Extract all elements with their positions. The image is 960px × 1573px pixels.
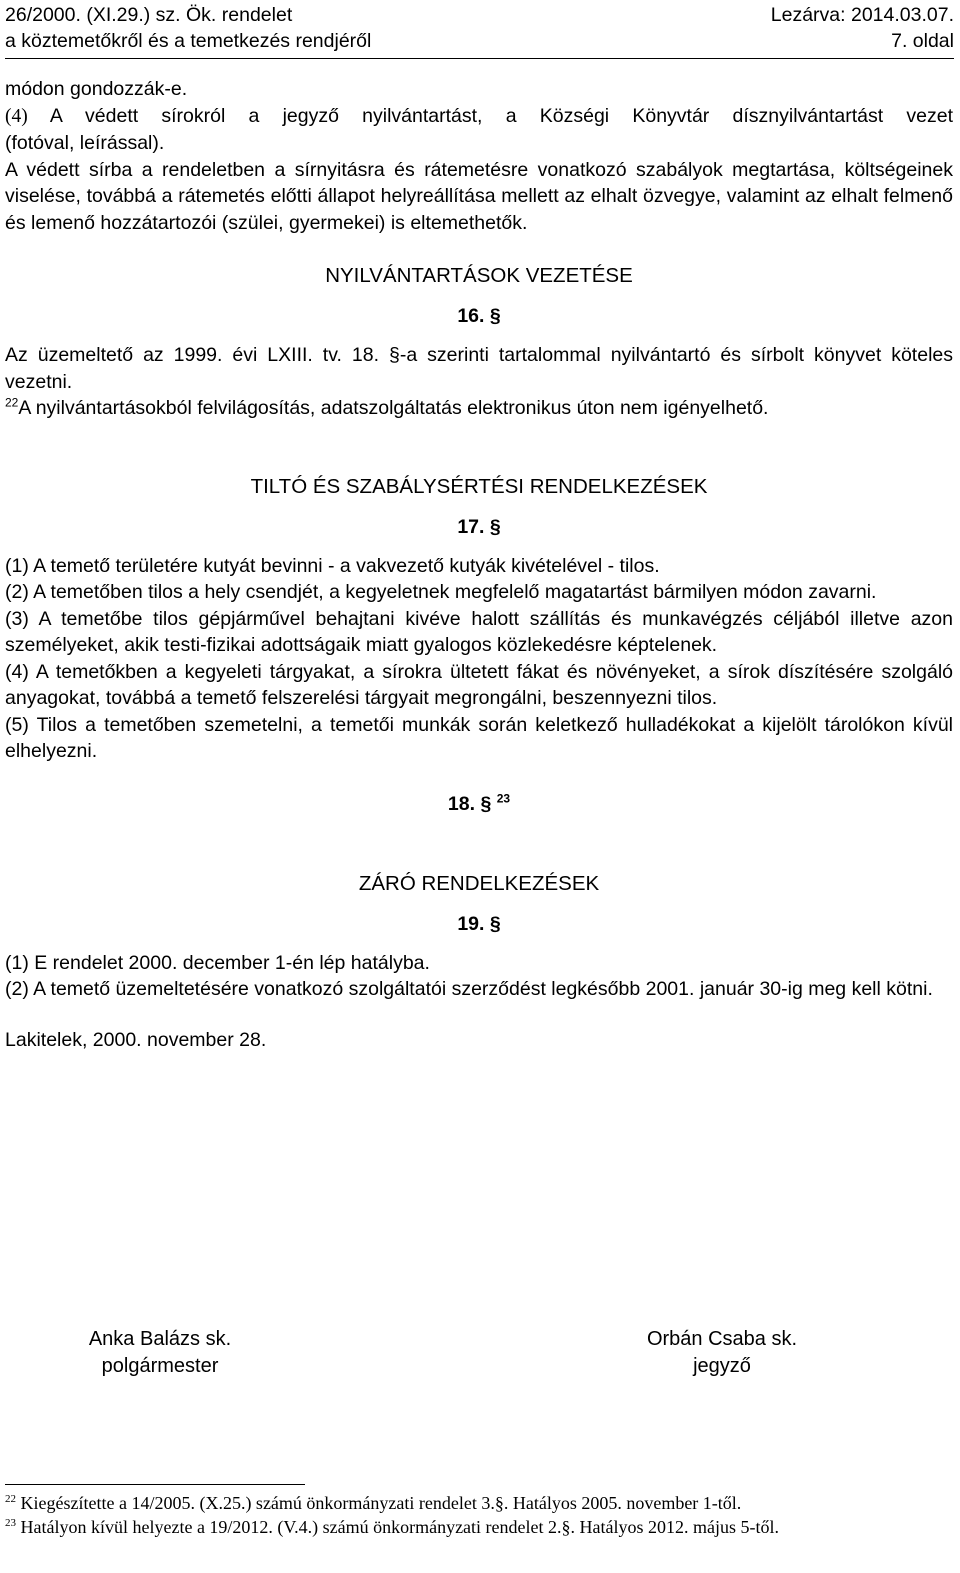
signature-mayor — [60, 1326, 260, 1380]
section-18 — [5, 791, 953, 818]
place-and-date: Lakitelek, 2000. november 28. — [5, 1028, 267, 1051]
paragraph-number: (4) — [5, 105, 28, 127]
paragraph-continuation: módon gondozzák-e. — [5, 78, 188, 100]
document-body — [5, 76, 953, 1053]
footnote-number: 23 — [5, 1516, 16, 1529]
signature-notary — [612, 1326, 832, 1380]
header-divider — [5, 58, 954, 59]
signature-title: polgármester — [101, 1355, 219, 1377]
footnote-text: Kiegészítette a 14/2005. (X.25.) számú önkormányzati rendelet 3.§. Hatályos 2005. november 1-től. — [16, 1493, 742, 1513]
signature-name: Anka Balázs sk. — [88, 1328, 232, 1350]
footnotes — [5, 1492, 955, 1539]
paragraph-text: A védett sírokról a jegyző nyilvántartást, a Községi Könyvtár dísznyilvántartást vezet — [27, 104, 953, 127]
section-16: 16. § — [457, 305, 501, 327]
paragraph-17-5: (5) Tilos a temetőben szemetelni, a temetői munkák során keletkező hulladékokat a kijelölt tárolókon kívül elhelyezni. — [5, 713, 953, 762]
paragraph-electronic-info — [5, 395, 953, 422]
heading-prohibitions: TILTÓ ÉS SZABÁLYSÉRTÉSI RENDELKEZÉSEK — [250, 474, 708, 498]
paragraph-protected-graves — [5, 103, 953, 131]
page-header-line1 — [5, 2, 954, 28]
page-header-line2 — [5, 28, 954, 54]
section-17: 17. § — [457, 515, 501, 538]
paragraph-17-2: (2) A temetőben tilos a hely csendjét, a kegyeletnek megfelelő magatartást bármilyen módon zavarni. — [5, 581, 877, 603]
section-19: 19. § — [457, 912, 501, 935]
footnote-divider — [5, 1484, 305, 1485]
footnote-text: Hatályon kívül helyezte a 19/2012. (V.4.) számú önkormányzati rendelet 2.§. Hatályos 2012. május 5-től. — [16, 1516, 779, 1537]
paragraph-operator-records: Az üzemeltető az 1999. évi LXIII. tv. 18. §-a szerinti tartalommal nyilvántartó és sírbolt könyvet köteles vezetni. — [5, 344, 953, 393]
section-18-label: 18. § — [447, 792, 492, 815]
signature-name: Orbán Csaba sk. — [646, 1328, 798, 1350]
footnote-ref-22[interactable]: 22 — [5, 395, 19, 410]
footnote-23 — [5, 1516, 955, 1540]
footnote-ref-23[interactable]: 23 — [496, 791, 511, 805]
paragraph-19-2: (2) A temető üzemeltetésére vonatkozó szolgáltatói szerződést legkésőbb 2001. január 30-ig meg kell kötni. — [5, 978, 933, 1000]
paragraph-text: A nyilvántartásokból felvilágosítás, adatszolgáltatás elektronikus úton nem igényelhető. — [18, 397, 769, 419]
heading-closing: ZÁRÓ RENDELKEZÉSEK — [358, 871, 600, 895]
header-document-title: a köztemetőkről és a temetkezés rendjéről — [5, 30, 372, 52]
header-closed-date: Lezárva: 2014.03.07. — [770, 4, 954, 26]
paragraph-17-4: (4) A temetőkben a kegyeleti tárgyakat, a sírokra ültetett fákat és növényeket, a sírok díszítésére szolgáló anyagokat, továbbá a temető felszerelési tárgyait megrongálni, beszennyezni tilos. — [5, 660, 953, 709]
footnote-22 — [5, 1492, 955, 1516]
header-document-id: 26/2000. (XI.29.) sz. Ök. rendelet — [5, 4, 293, 26]
paragraph-17-1: (1) A temető területére kutyát bevinni - a vakvezető kutyák kivételével - tilos. — [5, 554, 660, 577]
heading-records: NYILVÁNTARTÁSOK VEZETÉSE — [325, 264, 633, 287]
header-page-number: 7. oldal — [891, 30, 954, 52]
signature-title: jegyző — [693, 1355, 751, 1377]
paragraph-19-1: (1) E rendelet 2000. december 1-én lép hatályba. — [5, 951, 430, 974]
footnote-number: 22 — [5, 1493, 16, 1505]
paragraph-protected-graves-cont: (fotóval, leírással). — [5, 132, 165, 154]
paragraph-burial-rules: A védett sírba a rendeletben a sírnyitásra és rátemetésre vonatkozó szabályok megtartása, költségeinek viselése, továbbá a rátemetés előtti állapot helyreállítása mellett az elhalt özvegye, valamint az elhalt felmenő és lemenő hozzátartozói (szülei, gyermekei) is eltemethetők. — [5, 158, 953, 234]
paragraph-17-3: (3) A temetőbe tilos gépjárművel behajtani kivéve halott szállítás és munkavégzés céljából illetve azon személyeket, akik testi-fizikai adottságaik miatt gyalogos közlekedésre képtelenek. — [5, 607, 953, 656]
